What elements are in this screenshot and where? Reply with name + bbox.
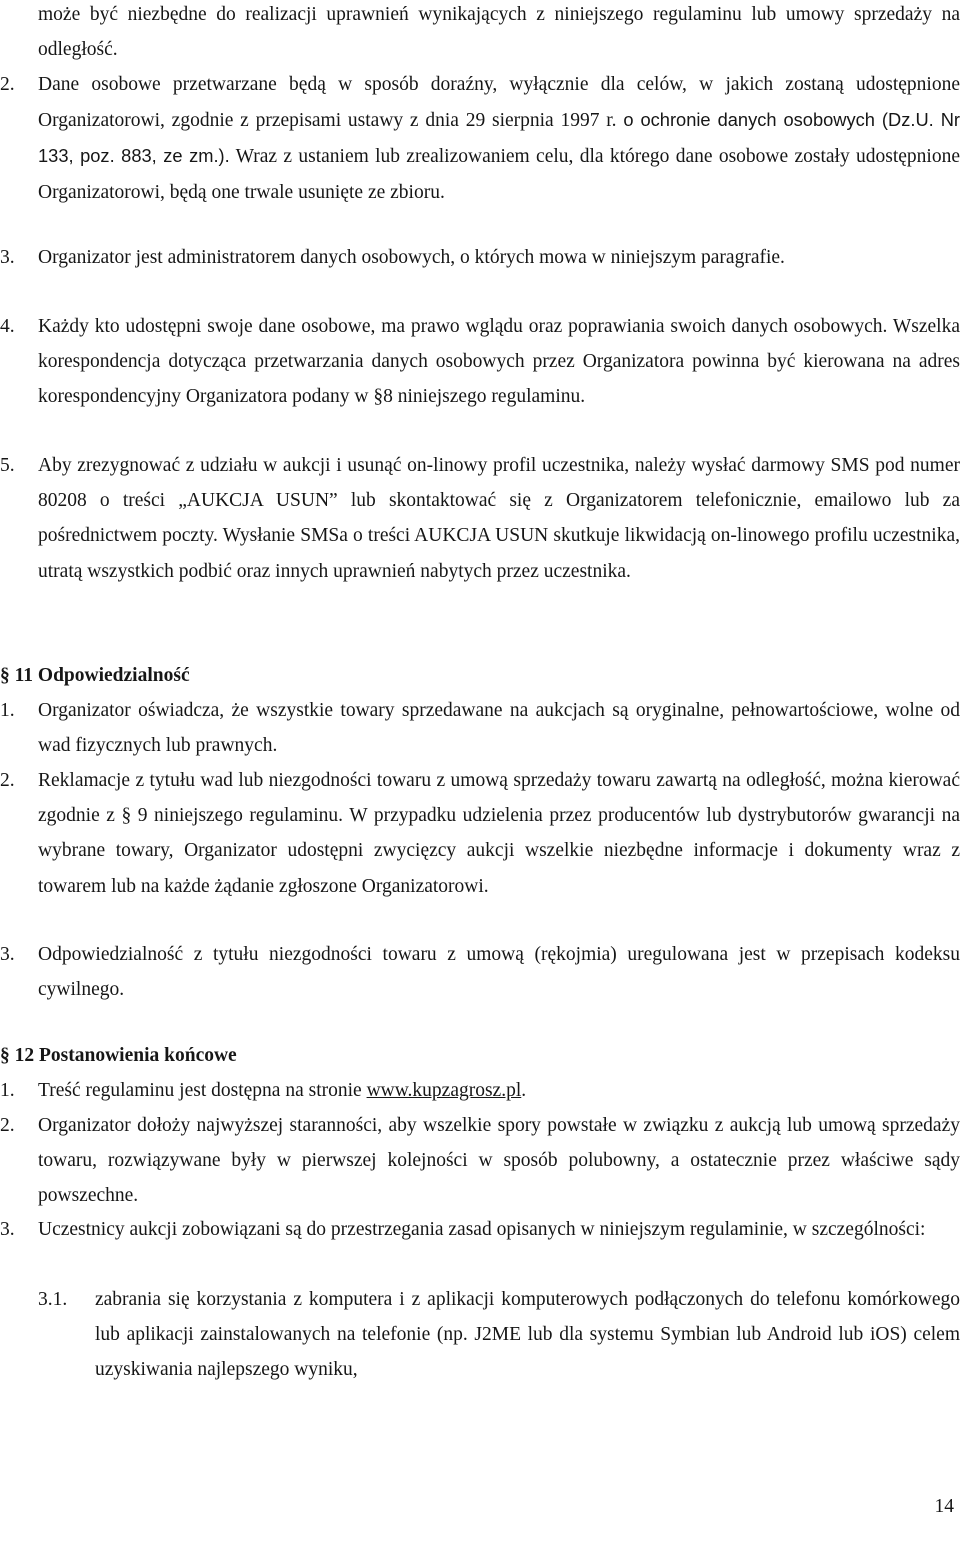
list-number: 5. (0, 455, 15, 476)
paragraph-text: . (521, 1080, 527, 1101)
section10-continuation (0, 0, 960, 67)
paragraph-text: Organizator dołoży najwyższej staranności, aby wszelkie spory powstałe w związku z aukcją lub umową sprzedaży towaru, rozwiązywane były w pierwszej kolejności w sposób polubowny, a ostatecznie przez właściwe sądy powszechne. (38, 1115, 960, 1207)
paragraph-text: Dane osobowe przetwarzane będą w sposób doraźny, wyłącznie dla celów, w jakich zostaną udostępnione Organizatorowi, zgodnie z przepisami ustawy z dnia 29 sierpnia 1997 r. (38, 74, 960, 132)
section10-item-3 (0, 240, 960, 275)
paragraph-text: Organizator oświadcza, że wszystkie towary sprzedawane na aukcjach są oryginalne, pełnowartościowe, wolne od wad fizycznych lub prawnych. (38, 700, 960, 757)
paragraph-text: Treść regulaminu jest dostępna na stronie (38, 1080, 367, 1101)
paragraph-text-sans: o ochronie danych osobowych (Dz.U. Nr 133, poz. 883, ze zm.). (38, 109, 960, 167)
section10-item-5 (0, 448, 960, 589)
section11-item-1 (0, 693, 960, 763)
list-number: 3. (0, 247, 15, 268)
section12-item-3 (0, 1212, 960, 1247)
section-heading-12: § 12 Postanowienia końcowe (0, 1045, 237, 1066)
list-number: 1. (0, 700, 15, 721)
paragraph-text: Wraz z ustaniem lub zrealizowaniem celu, dla którego dane osobowe zostały udostępnione Organizatorowi, będą one trwale usunięte ze zbioru. (38, 146, 960, 203)
section11-item-2 (0, 763, 960, 904)
list-number: 3. (0, 1219, 15, 1240)
section-heading-11: § 11 Odpowiedzialność (0, 665, 190, 686)
paragraph-text: Każdy kto udostępni swoje dane osobowe, ma prawo wglądu oraz poprawiania swoich danych osobowych. Wszelka korespondencja dotycząca przetwarzania danych osobowych przez Organizatora powinna być kierowana na adres korespondencyjny Organizatora podany w §8 niniejszego regulaminu. (38, 316, 960, 408)
section11-item-3 (0, 937, 960, 1007)
paragraph-text: zabrania się korzystania z komputera i z aplikacji komputerowych podłączonych do telefonu komórkowego lub aplikacji zainstalowanych na telefonie (np. J2ME lub dla systemu Symbian lub Android lub iOS) celem uzyskiwania najlepszego wyniku, (95, 1289, 960, 1381)
list-number: 1. (0, 1080, 15, 1101)
section10-item-2 (0, 67, 960, 210)
list-number: 3.1. (38, 1289, 68, 1310)
list-number: 2. (0, 74, 15, 95)
website-link[interactable]: www.kupzagrosz.pl (366, 1080, 522, 1101)
paragraph-text: Uczestnicy aukcji zobowiązani są do przestrzegania zasad opisanych w niniejszym regulaminie, w szczególności: (38, 1219, 926, 1240)
list-number: 2. (0, 1115, 15, 1136)
paragraph-text: Aby zrezygnować z udziału w aukcji i usunąć on-linowy profil uczestnika, należy wysłać darmowy SMS pod numer 80208 o treści „AUKCJA USUN” lub skontaktować się z Organizatorem telefonicznie, emailowo lub za pośrednictwem poczty. Wysłanie SMSa o treści AUKCJA USUN skutkuje likwidacją on-linowego profilu uczestnika, utratą wszystkich podbić oraz innych uprawnień nabytych przez uczestnika. (38, 455, 960, 582)
section12-item-1 (0, 1073, 960, 1108)
page-number: 14 (934, 1496, 954, 1517)
paragraph-text: Organizator jest administratorem danych osobowych, o których mowa w niniejszym paragrafie. (38, 247, 785, 268)
paragraph-text: Reklamacje z tytułu wad lub niezgodności towaru z umową sprzedaży towaru zawartą na odległość, można kierować zgodnie z § 9 niniejszego regulaminu. W przypadku udzielenia przez producentów lub dystrybutorów gwarancji na wybrane towary, Organizator udostępni zwycięzcy aukcji wszelkie niezbędne informacje i dokumenty wraz z towarem lub na każde żądanie zgłoszone Organizatorowi. (38, 770, 960, 897)
section10-item-4 (0, 309, 960, 415)
list-number: 2. (0, 770, 15, 791)
section12-item-2 (0, 1108, 960, 1214)
list-number: 4. (0, 316, 15, 337)
paragraph-text: Odpowiedzialność z tytułu niezgodności towaru z umową (rękojmia) uregulowana jest w przepisach kodeksu cywilnego. (38, 944, 960, 1001)
section12-subitem-3-1 (0, 1282, 960, 1388)
paragraph-text: może być niezbędne do realizacji uprawnień wynikających z niniejszego regulaminu lub umowy sprzedaży na odległość. (38, 4, 960, 61)
list-number: 3. (0, 944, 15, 965)
